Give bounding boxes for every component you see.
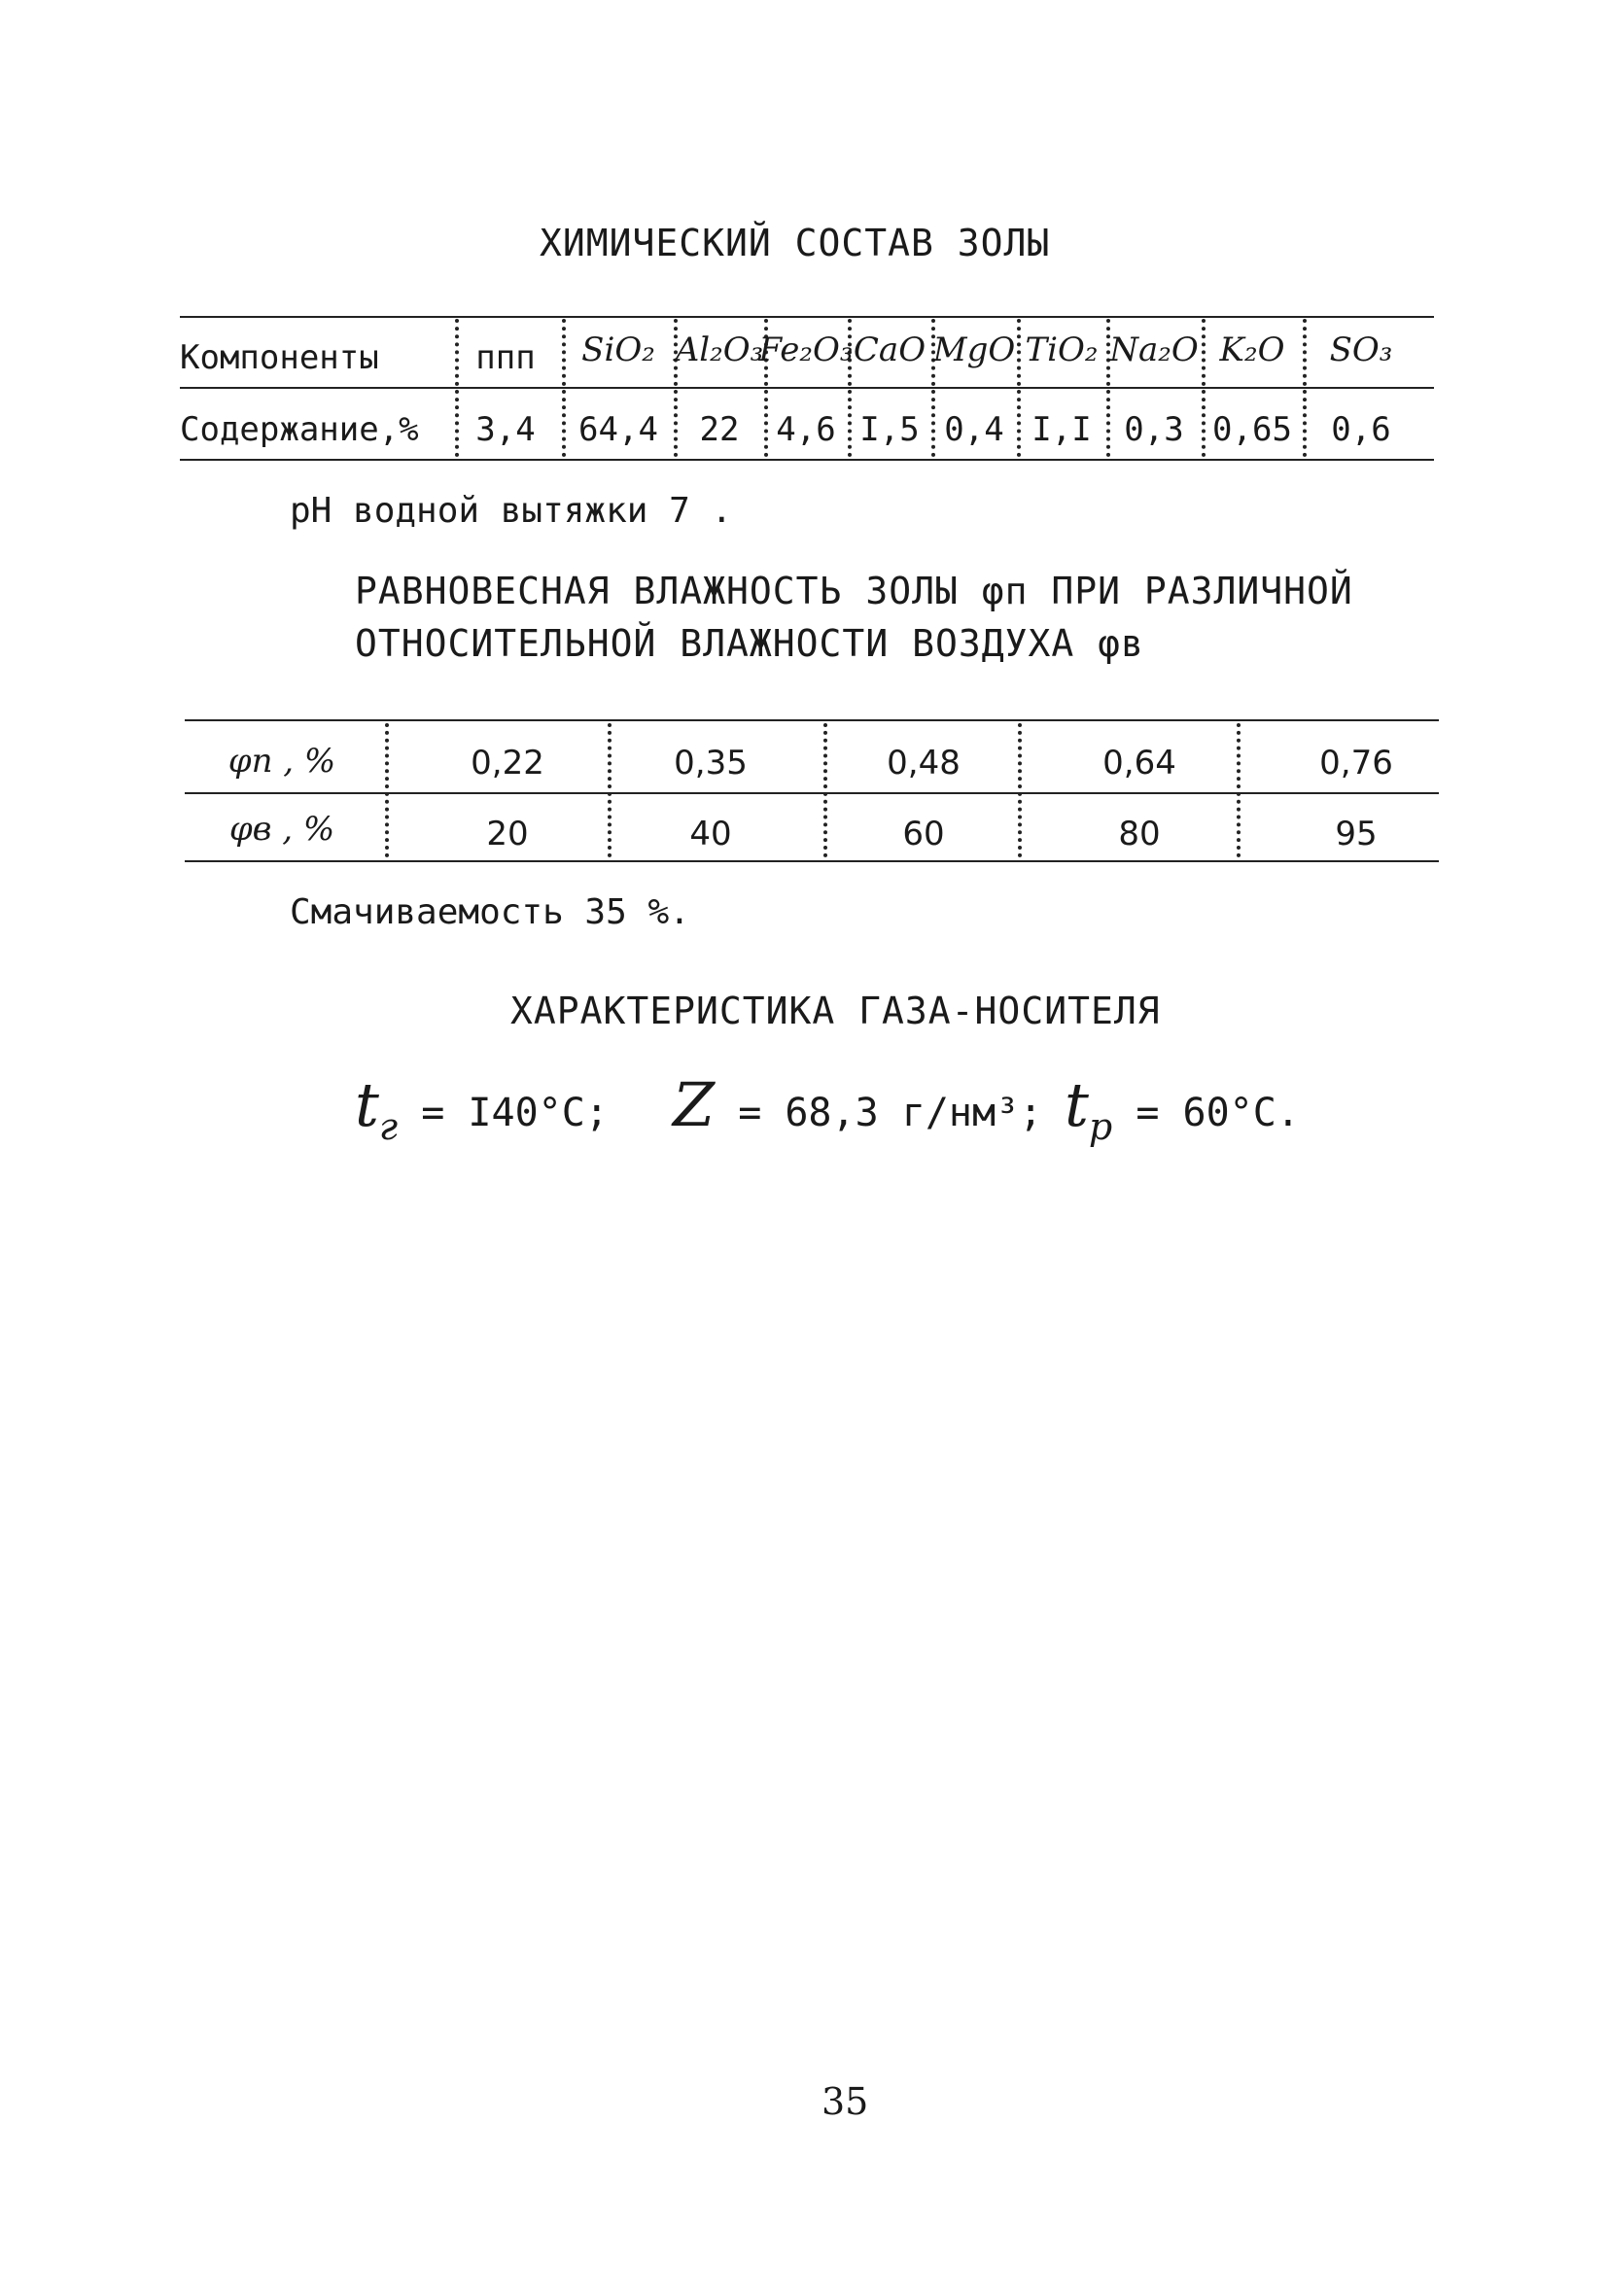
moisture-value: 0,22	[471, 744, 544, 783]
component-header: CaO	[853, 330, 926, 369]
component-header: Na₂O	[1109, 330, 1199, 369]
component-value: I,5	[859, 410, 920, 449]
gas-temperature	[355, 1069, 609, 1148]
column-separator	[1202, 319, 1206, 457]
row-label-components: Компоненты	[180, 338, 379, 377]
table-rule-top	[180, 316, 1434, 318]
row-label-content: Содержание,%	[180, 410, 419, 449]
component-header: MgO	[932, 330, 1016, 369]
equilibrium-moisture-title-line-1: РАВНОВЕСНАЯ ВЛАЖНОСТЬ ЗОЛЫ φп ПРИ РАЗЛИЧНОЙ	[355, 570, 1353, 612]
moisture-value: 95	[1335, 815, 1378, 853]
z-value: = 68,3 г/нм³;	[738, 1091, 1043, 1135]
table-rule-middle	[180, 387, 1434, 389]
component-value: 4,6	[776, 410, 836, 449]
column-separator	[608, 723, 612, 857]
component-header: ппп	[475, 338, 536, 377]
column-separator	[823, 723, 827, 857]
column-separator	[1018, 723, 1022, 857]
moisture-value: 20	[486, 815, 529, 853]
wettability-statement: Смачиваемость 35 %.	[290, 892, 690, 932]
t-dew-value: = 60°C.	[1136, 1091, 1300, 1135]
moisture-value: 80	[1118, 815, 1161, 853]
component-value: I,I	[1031, 410, 1092, 449]
moisture-row-label: φв , %	[228, 810, 335, 849]
column-separator	[1303, 319, 1307, 457]
z-symbol: Z	[673, 1069, 716, 1140]
moisture-value: 60	[902, 815, 945, 853]
column-separator	[1237, 723, 1241, 857]
table-rule-top	[185, 719, 1439, 721]
component-value: 3,4	[475, 410, 536, 449]
moisture-value: 0,48	[887, 744, 961, 783]
table-rule-middle	[185, 792, 1439, 794]
component-header: TiO₂	[1025, 330, 1099, 369]
ph-statement: рН водной вытяжки 7 .	[290, 491, 733, 531]
t-subscript: р	[1088, 1105, 1113, 1148]
t-symbol: t	[355, 1069, 379, 1140]
component-header: SiO₂	[581, 330, 655, 369]
moisture-value: 0,76	[1319, 744, 1393, 783]
component-header: Fe₂O₃	[758, 330, 854, 369]
table-rule-bottom	[185, 860, 1439, 862]
page-number: 35	[821, 2080, 869, 2123]
gas-carrier-title: ХАРАКТЕРИСТИКА ГАЗА-НОСИТЕЛЯ	[510, 990, 1161, 1032]
moisture-value: 0,64	[1102, 744, 1176, 783]
column-separator	[455, 319, 459, 457]
component-header: SO₃	[1329, 330, 1393, 369]
t-subscript: г	[378, 1105, 399, 1148]
component-value: 0,65	[1212, 410, 1292, 449]
dew-point-temperature	[1065, 1069, 1300, 1148]
component-value: 0,3	[1124, 410, 1184, 449]
component-value: 64,4	[578, 410, 658, 449]
moisture-value: 40	[689, 815, 732, 853]
component-value: 0,6	[1331, 410, 1391, 449]
component-header: Al₂O₃	[675, 330, 764, 369]
t-gas-value: = I40°C;	[421, 1091, 609, 1135]
component-header: K₂O	[1219, 330, 1285, 369]
column-separator	[1017, 319, 1021, 457]
t-symbol: t	[1065, 1069, 1089, 1140]
component-value: 22	[699, 410, 740, 449]
chemical-composition-title: ХИМИЧЕСКИЙ СОСТАВ ЗОЛЫ	[540, 222, 1051, 264]
column-separator	[385, 723, 389, 857]
table-rule-bottom	[180, 459, 1434, 461]
moisture-value: 0,35	[674, 744, 748, 783]
column-separator	[562, 319, 566, 457]
gas-moisture-content	[673, 1069, 1042, 1140]
equilibrium-moisture-title-line-2: ОТНОСИТЕЛЬНОЙ ВЛАЖНОСТИ ВОЗДУХА φв	[355, 622, 1144, 665]
component-value: 0,4	[944, 410, 1004, 449]
moisture-row-label: φп , %	[227, 742, 336, 781]
